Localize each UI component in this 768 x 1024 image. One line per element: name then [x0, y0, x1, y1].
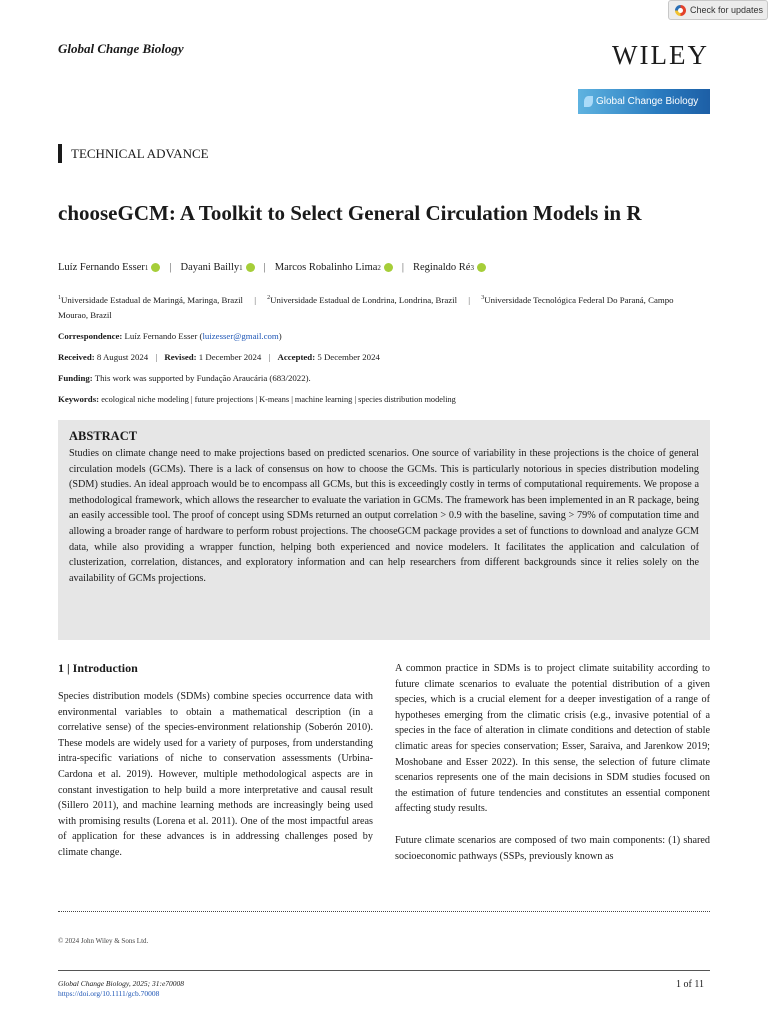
author-name[interactable]: Reginaldo Ré	[413, 262, 471, 273]
author-affiliation-ref: 3	[470, 263, 474, 272]
footer-divider	[58, 970, 710, 971]
author-list	[58, 262, 486, 273]
affiliations: $^1$Universidade Estadual de Maringá, Maringa, Brazil | $^2$Universidade Estadual de Londrina, Londrina, Brazil | $^3$Universidade Tecnológica Federal Do Paraná, Campo Mourao, Brazil	[58, 294, 674, 320]
journal-name: Global Change Biology	[58, 41, 184, 56]
orcid-icon[interactable]	[384, 263, 393, 272]
article-dates: Received: 8 August 2024 | Revised: 1 December 2024 | Accepted: 5 December 2024	[58, 352, 380, 362]
author-affiliation-ref: 2	[377, 263, 381, 272]
footer-citation	[58, 979, 184, 999]
section-heading: 1 | Introduction	[58, 661, 138, 675]
journal-banner-label: Global Change Biology	[596, 96, 699, 107]
received-date: 8 August 2024	[96, 352, 149, 362]
page-number: 1 of 11	[676, 979, 704, 990]
funding: Funding: This work was supported by Fundação Araucária (683/2022).	[58, 373, 311, 383]
author-name[interactable]: Marcos Robalinho Lima	[274, 262, 378, 273]
orcid-icon[interactable]	[246, 263, 255, 272]
crossmark-icon	[675, 5, 686, 16]
affiliation: Universidade Tecnológica Federal Do Paraná, Campo Mourao, Brazil	[58, 294, 674, 320]
leaf-icon	[584, 96, 593, 107]
copyright: © 2024 John Wiley & Sons Ltd.	[58, 937, 149, 945]
accepted-date: 5 December 2024	[317, 352, 380, 362]
keywords: Keywords: ecological niche modeling | future projections | K-means | machine learning | species distribution modeling	[58, 394, 456, 404]
correspondence-email-link[interactable]: luizesser@gmail.com	[202, 331, 279, 341]
body-column-left	[58, 689, 373, 877]
revised-date: 1 December 2024	[198, 352, 262, 362]
abstract-heading: ABSTRACT	[69, 429, 138, 443]
orcid-icon[interactable]	[151, 263, 160, 272]
paragraph: Species distribution models (SDMs) combine species occurrence data with environmental variables to obtain a mathematical description (in a correlative sense) of the species-environment relationship (Soberón 2010). These models are widely used for a variety of purposes, from understanding intra-specific variations of niche to conservation assessments (Urbina-Cardona et al. 2019). However, multiple methodological aspects are in constant investigation to help build a more interpretative and causal result (Sillero 2011), and machine learning methods are increasingly being used with promising results (Lorena et al. 2011). One of the most impactful areas of application for these advances is in addressing challenges posed by climate change.	[58, 691, 373, 858]
paragraph: A common practice in SDMs is to project climate suitability according to future climate scenarios to evaluate the potential distribution of a given species, which is a crucial element for a deeper investigation of a range of hypotheses emerging from the climatic crisis (e.g., invasive potential of a species in the face of alteration in climate conditions and detection of stable climatic areas for species conservation; Esser, Saraiva, and Jarenkow 2019; Moshobane and Esser 2022). In this sense, the selection of future climate scenarios represents one of the main decisions in SDM studies focused on the estimation of future tendencies and constitutes an essential component affecting study results.	[395, 663, 710, 815]
footnote-divider	[58, 911, 710, 912]
abstract-text: Studies on climate change need to make projections based on predicted scenarios. One source of variability in these projections is the choice of general circulation models (GCMs). There is a lack of consensus on how to choose the GCMs. This is particularly notorious in species distribution modeling (SDM) studies. An ideal approach would be to encompass all GCMs, but this is exceedingly costly in terms of computational requirements. We propose a methodological framework, which allows the researcher to evaluate the variation in GCMs. The framework has been implemented in an R package, being an easily accessible tool. The proof of concept using SDMs returned an output correlation > 0.9 with the baseline, saving > 79% of computation time and allowing a broader range of hardware to perform robust projections. The chooseGCM package provides a set of functions to download and analyze GCM data, while also providing a wrapper function, helping both experienced and novice modelers. It facilitates the application and calculation of clusterization, correlation, distances, and exploratory information and can help researchers from different backgrounds since it relies solely on the availability of GCMs projections.	[69, 448, 699, 584]
affiliation: Universidade Estadual de Londrina, Londrina, Brazil	[270, 294, 458, 305]
orcid-icon[interactable]	[477, 263, 486, 272]
author-separator: |	[401, 262, 405, 273]
affiliation: Universidade Estadual de Maringá, Maringa, Brazil	[61, 294, 243, 305]
author-separator: |	[263, 262, 266, 273]
check-for-updates-button[interactable]	[668, 0, 768, 20]
doi-link[interactable]: https://doi.org/10.1111/gcb.70008	[58, 989, 160, 998]
check-for-updates-label: Check for updates	[690, 5, 764, 15]
journal-banner[interactable]	[578, 89, 710, 114]
author-name[interactable]: Dayani Bailly	[180, 262, 240, 273]
paragraph: Future climate scenarios are composed of two main components: (1) shared socioeconomic pathways (SSPs, previously known as	[395, 834, 710, 862]
citation-text: Global Change Biology, 2025; 31:e70008	[58, 979, 185, 988]
publisher-logo: WILEY	[612, 40, 709, 70]
article-type: TECHNICAL ADVANCE	[58, 144, 209, 163]
author-separator: |	[169, 262, 172, 273]
abstract-box	[58, 420, 710, 640]
body-column-right	[395, 661, 710, 880]
author-affiliation-ref: 1	[239, 263, 243, 272]
author-affiliation-ref: 1	[144, 263, 149, 272]
correspondence: Correspondence: Luíz Fernando Esser (luizesser@gmail.com)	[58, 331, 282, 341]
article-title: chooseGCM: A Toolkit to Select General Circulation Models in R	[58, 201, 642, 225]
author-name[interactable]: Luíz Fernando Esser	[58, 262, 145, 273]
